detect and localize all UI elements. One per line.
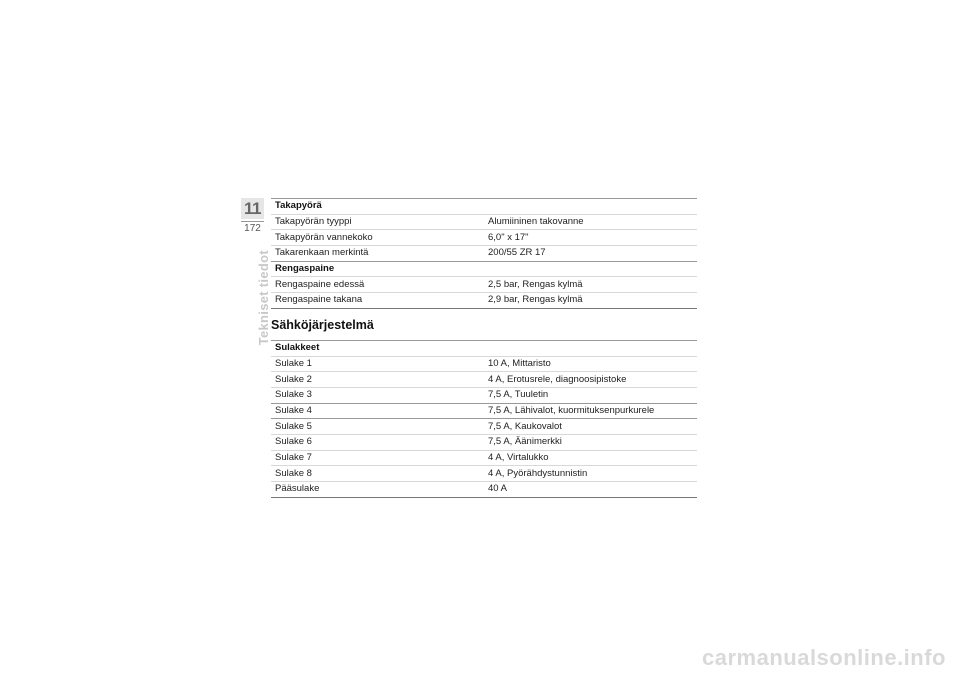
row-value: 4 A, Virtalukko: [484, 450, 697, 466]
row-label: Sulake 3: [271, 387, 484, 403]
row-value: Alumiininen takovanne: [484, 214, 697, 230]
table-row: [271, 246, 697, 262]
row-label: Takapyörän tyyppi: [271, 214, 484, 230]
row-value: 7,5 A, Kaukovalot: [484, 419, 697, 435]
row-value: 7,5 A, Äänimerkki: [484, 434, 697, 450]
row-value: 40 A: [484, 482, 697, 498]
table-heading-takapyora: Takapyörä: [271, 199, 697, 215]
table-row: [271, 372, 697, 388]
row-label: Rengaspaine takana: [271, 293, 484, 309]
page-number: 172: [241, 221, 264, 236]
row-value: 4 A, Pyörähdystunnistin: [484, 466, 697, 482]
row-value: 2,5 bar, Rengas kylmä: [484, 277, 697, 293]
row-label: Sulake 2: [271, 372, 484, 388]
table-row: [271, 387, 697, 403]
table-row: [271, 466, 697, 482]
chapter-tab: [241, 198, 264, 238]
row-label: Rengaspaine edessä: [271, 277, 484, 293]
row-label: Sulake 7: [271, 450, 484, 466]
table-row: [271, 450, 697, 466]
row-label: Sulake 8: [271, 466, 484, 482]
chapter-number: 11: [241, 198, 264, 219]
row-label: Sulake 1: [271, 356, 484, 372]
table-heading-rengaspaine: Rengaspaine: [271, 261, 697, 277]
row-label: Pääsulake: [271, 482, 484, 498]
chapter-side-title: Tekniset tiedot: [256, 250, 271, 346]
table-row: [271, 403, 697, 419]
fuse-table: [271, 340, 697, 498]
table-row: [271, 356, 697, 372]
wheel-tire-table: [271, 198, 697, 309]
row-label: Sulake 5: [271, 419, 484, 435]
row-value: 10 A, Mittaristo: [484, 356, 697, 372]
row-value: 6,0" x 17": [484, 230, 697, 246]
row-value: 7,5 A, Tuuletin: [484, 387, 697, 403]
row-value: 4 A, Erotusrele, diagnoosipistoke: [484, 372, 697, 388]
table-row: [271, 482, 697, 498]
spec-content: [271, 198, 697, 498]
row-label: Takarenkaan merkintä: [271, 246, 484, 262]
table-row: [271, 419, 697, 435]
section-title: Sähköjärjestelmä: [271, 317, 374, 332]
table-row: [271, 214, 697, 230]
table-row: [271, 230, 697, 246]
row-value: 7,5 A, Lähivalot, kuormituksenpurkurele: [484, 403, 697, 419]
row-value: 2,9 bar, Rengas kylmä: [484, 293, 697, 309]
table-row: [271, 434, 697, 450]
row-label: Sulake 4: [271, 403, 484, 419]
row-label: Sulake 6: [271, 434, 484, 450]
table-row: [271, 293, 697, 309]
table-row: [271, 277, 697, 293]
row-value: 200/55 ZR 17: [484, 246, 697, 262]
row-label: Takapyörän vannekoko: [271, 230, 484, 246]
table-heading-sulakkeet: Sulakkeet: [271, 340, 697, 356]
watermark: carmanualsonline.info: [702, 645, 946, 670]
